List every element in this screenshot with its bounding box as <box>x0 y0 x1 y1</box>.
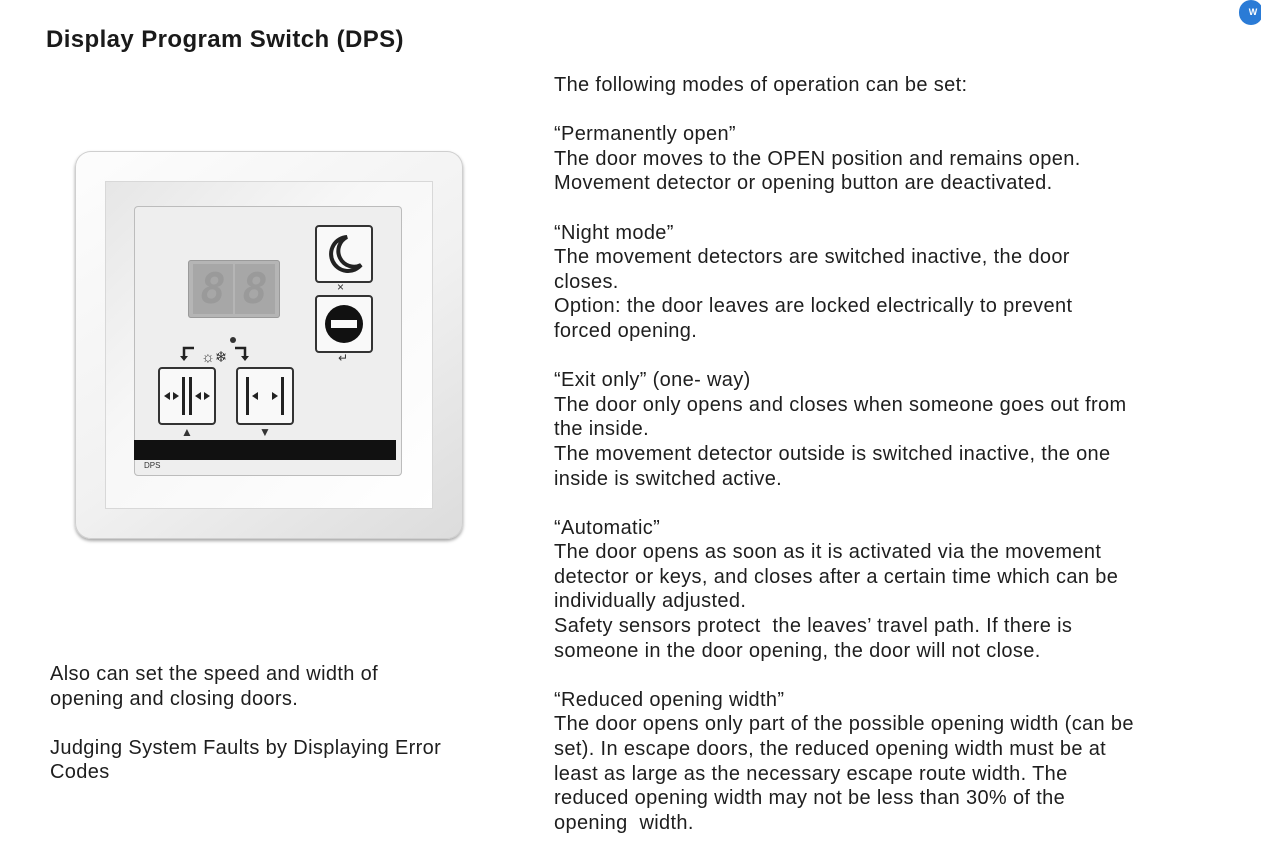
modes-description <box>554 73 1234 835</box>
sun-snow-symbols: ☼❄ <box>179 346 250 366</box>
display-digit: 8 <box>193 264 233 314</box>
label-bar <box>134 440 396 460</box>
mode-heading: “Exit only” (one- way) <box>554 369 751 392</box>
mode-heading: “Reduced opening width” <box>554 688 785 711</box>
device-panel <box>134 206 402 476</box>
speed-note: Also can set the speed and width of opening and closing doors. <box>50 663 379 710</box>
mode-heading: “Permanently open” <box>554 123 736 146</box>
automatic-mode-key[interactable] <box>158 367 216 425</box>
arrow-down-right-icon <box>232 349 250 366</box>
close-mark: × <box>337 280 345 294</box>
mode-permanently-open: “Permanently open” The door moves to the OPEN position and remains open. Movement detector or opening button are deactivated. <box>554 122 1234 196</box>
display-digit: 8 <box>235 264 275 314</box>
moon-icon <box>317 227 371 281</box>
enter-mark: ↵ <box>338 351 349 365</box>
left-notes <box>50 662 520 785</box>
arrow-down-left-icon <box>179 349 201 366</box>
mode-night: “Night mode” The movement detectors are switched inactive, the door closes. Option: the door leaves are locked electrically to prevent forced opening. <box>554 221 1234 344</box>
no-entry-icon <box>317 297 371 351</box>
mode-reduced-width: “Reduced opening width” The door opens only part of the possible opening width (can be set). In escape doors, the reduced opening width must be at least as large as the necessary escape route width. The reduced opening width may not be less than 30% of the opening width. <box>554 688 1234 836</box>
corner-badge-icon[interactable]: W <box>1239 0 1261 25</box>
double-door-open-icon <box>160 369 214 423</box>
modes-intro: The following modes of operation can be set: <box>554 74 968 96</box>
lock-key[interactable] <box>315 295 373 353</box>
page-title: Display Program Switch (DPS) <box>46 26 404 53</box>
mode-exit-only: “Exit only” (one- way) The door only opens and closes when someone goes out from the inside. The movement detector outside is switched inactive, the one inside is switched active. <box>554 368 1234 491</box>
mode-heading: “Night mode” <box>554 221 674 244</box>
mode-automatic: “Automatic” The door opens as soon as it is activated via the movement detector or keys, and closes after a certain time which can be individually adjusted. Safety sensors protect the leaves’ travel path. If there is someone in the door opening, the door will not close. <box>554 516 1234 664</box>
segment-display <box>188 260 280 318</box>
fault-note: Judging System Faults by Displaying Error Codes <box>50 736 442 784</box>
exit-only-key[interactable] <box>236 367 294 425</box>
one-way-door-icon <box>238 369 292 423</box>
dps-label: DPS <box>144 461 161 470</box>
night-mode-key[interactable] <box>315 225 373 283</box>
down-mark: ▼ <box>259 425 271 439</box>
dps-device-image <box>75 151 463 539</box>
indicator-dot <box>230 337 236 343</box>
mode-heading: “Automatic” <box>554 516 661 539</box>
up-mark: ▲ <box>181 425 193 439</box>
